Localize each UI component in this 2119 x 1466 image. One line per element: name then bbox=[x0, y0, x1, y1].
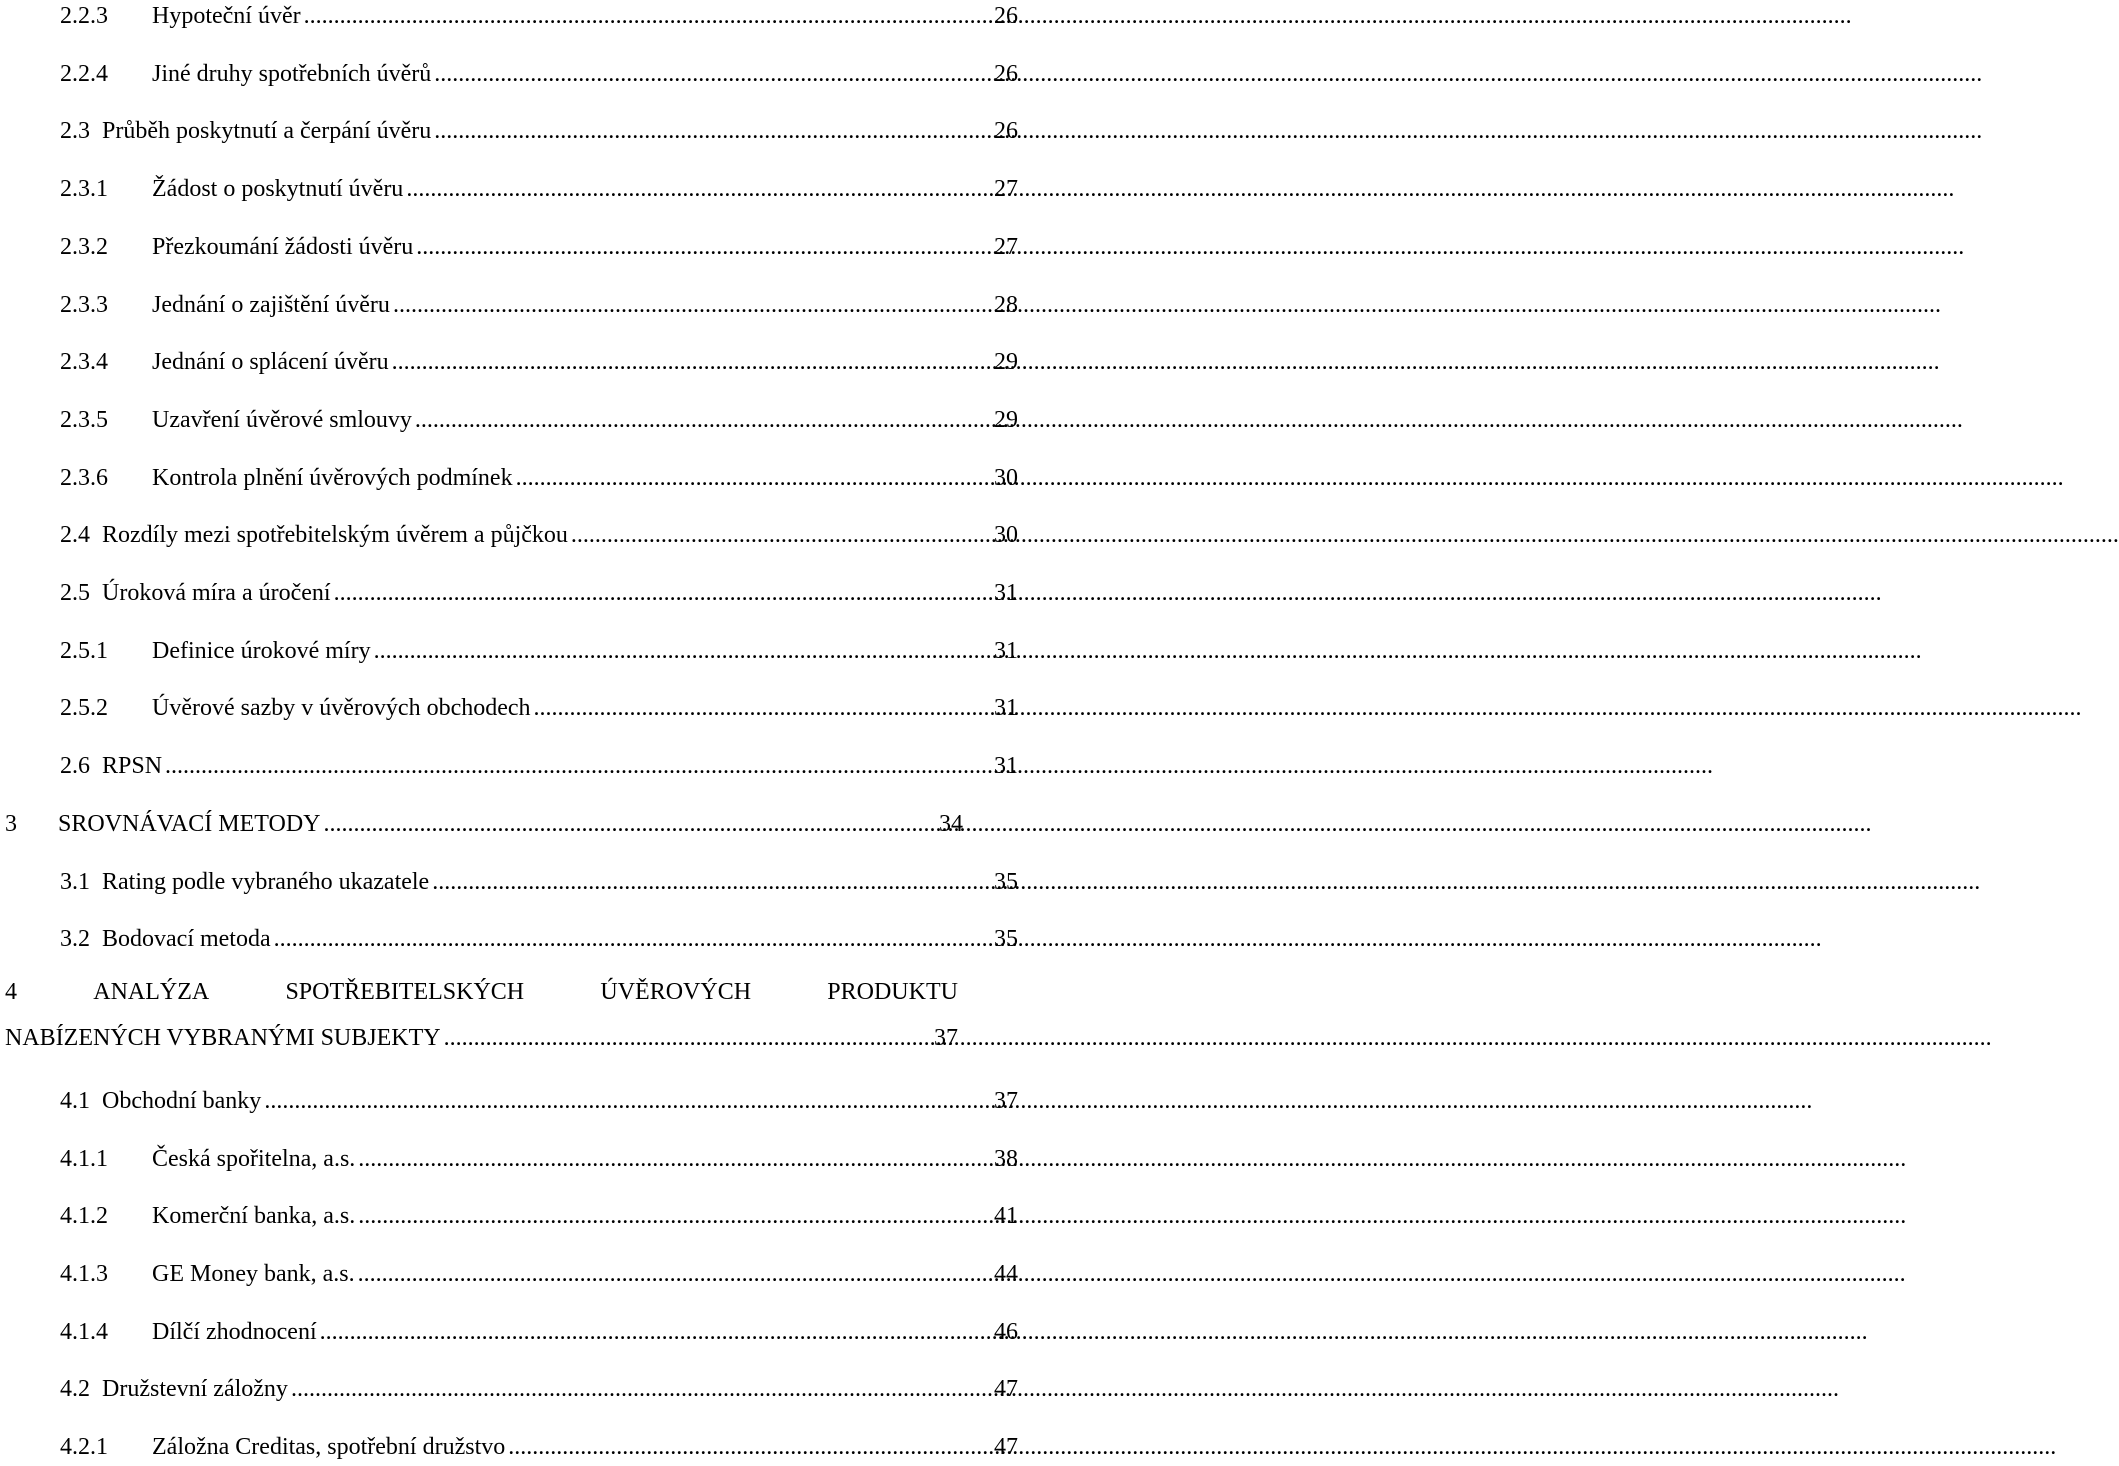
toc-dot-leader bbox=[274, 925, 987, 953]
toc-entry-number: 2.3.6 bbox=[60, 464, 108, 491]
toc-entry-page: 26 bbox=[994, 118, 1018, 145]
toc-entry-title: Hypoteční úvěr bbox=[152, 3, 301, 29]
toc-entry-4-line2 bbox=[5, 1006, 958, 1052]
toc-entry-title: Záložna Creditas, spotřební družstvo bbox=[152, 1434, 506, 1461]
toc-entry-title: Rating podle vybraného ukazatele bbox=[102, 868, 430, 895]
toc-entry-page: 30 bbox=[994, 522, 1018, 549]
toc-entry-page: 37 bbox=[934, 1024, 958, 1051]
toc-entry-title: Jednání o zajištění úvěru bbox=[152, 291, 390, 318]
toc-entry-number: 4.2.1 bbox=[60, 1434, 108, 1461]
toc-dot-leader bbox=[393, 291, 987, 319]
toc-dot-leader bbox=[374, 637, 987, 665]
toc-entry-title: Přezkoumání žádosti úvěru bbox=[152, 233, 414, 260]
toc-entry-page: 29 bbox=[994, 349, 1018, 376]
toc-entry[interactable] bbox=[0, 625, 1018, 665]
toc-entry-title-word: ANALÝZA bbox=[93, 978, 210, 1005]
toc-entry[interactable] bbox=[0, 1190, 1018, 1230]
toc-entry[interactable] bbox=[0, 1248, 1018, 1288]
toc-entry[interactable] bbox=[0, 105, 1018, 145]
toc-dot-leader bbox=[415, 406, 987, 434]
toc-entry-title: RPSN bbox=[102, 753, 163, 780]
toc-entry-page: 26 bbox=[994, 60, 1018, 87]
toc-dot-leader bbox=[571, 521, 987, 549]
toc-entry-number: 2.4 bbox=[60, 522, 90, 549]
toc-entry[interactable] bbox=[0, 163, 1018, 203]
toc-dot-leader bbox=[406, 175, 987, 203]
toc-dot-leader bbox=[434, 60, 987, 88]
toc-entry-number: 2.3.1 bbox=[60, 176, 108, 203]
toc-entry-page: 31 bbox=[994, 580, 1018, 606]
toc-dot-leader bbox=[432, 868, 987, 896]
toc-entry-number: 2.6 bbox=[60, 753, 90, 780]
toc-dot-leader bbox=[165, 752, 987, 780]
toc-dot-leader bbox=[304, 2, 987, 30]
toc-entry-page: 35 bbox=[994, 868, 1018, 895]
toc-entry-number: 3.1 bbox=[60, 868, 90, 895]
toc-dot-leader bbox=[323, 810, 932, 838]
toc-entry[interactable] bbox=[0, 279, 1018, 319]
toc-entry-title: NABÍZENÝCH VYBRANÝMI SUBJEKTY bbox=[5, 1024, 441, 1051]
toc-entry-page: 27 bbox=[994, 233, 1018, 260]
toc-entry[interactable] bbox=[0, 509, 1018, 549]
toc-dot-leader bbox=[358, 1202, 987, 1230]
toc-entry[interactable] bbox=[0, 1421, 1018, 1461]
toc-entry-title-word: SPOTŘEBITELSKÝCH bbox=[285, 978, 525, 1005]
toc-entry-page: 28 bbox=[994, 291, 1018, 318]
toc-entry-title: GE Money bank, a.s. bbox=[152, 1261, 355, 1287]
toc-entry-page: 38 bbox=[994, 1145, 1018, 1172]
toc-entry[interactable] bbox=[0, 394, 1018, 434]
toc-entry-4-line1 bbox=[5, 976, 958, 1006]
toc-entry[interactable] bbox=[0, 740, 1018, 780]
toc-entry-page: 47 bbox=[994, 1434, 1018, 1461]
toc-entry[interactable] bbox=[0, 1133, 1018, 1173]
toc-entry-title: Dílčí zhodnocení bbox=[152, 1318, 317, 1345]
toc-entry-page: 35 bbox=[994, 926, 1018, 953]
toc-entry[interactable] bbox=[0, 913, 1018, 953]
toc-entry-title: Rozdíly mezi spotřebitelským úvěrem a půjčkou bbox=[102, 522, 568, 549]
toc-entry-page: 46 bbox=[994, 1318, 1018, 1345]
toc-entry-number: 4.1.3 bbox=[60, 1261, 108, 1287]
toc-entry-number: 4 bbox=[5, 978, 17, 1005]
toc-entry-page: 44 bbox=[994, 1261, 1018, 1287]
toc-entry-number: 4.1 bbox=[60, 1087, 90, 1114]
toc-entry-title: Uzavření úvěrové smlouvy bbox=[152, 406, 412, 433]
toc-entry-page: 34 bbox=[939, 810, 963, 837]
toc-dot-leader bbox=[392, 348, 987, 376]
toc-entry-title-word: PRODUKTU bbox=[827, 978, 958, 1005]
toc-entry-number: 2.3.5 bbox=[60, 406, 108, 433]
toc-entry-page: 41 bbox=[994, 1203, 1018, 1230]
toc-entry[interactable] bbox=[0, 48, 1018, 88]
toc-entry[interactable] bbox=[0, 336, 1018, 376]
toc-entry-number: 2.2.3 bbox=[60, 3, 108, 29]
toc-entry-page: 26 bbox=[994, 3, 1018, 29]
toc-entry[interactable] bbox=[0, 221, 1018, 261]
toc-entry[interactable] bbox=[0, 452, 1018, 492]
toc-entry-number: 2.3.4 bbox=[60, 349, 108, 376]
toc-entry-number: 2.5.1 bbox=[60, 637, 108, 664]
toc-entry-title: Žádost o poskytnutí úvěru bbox=[152, 176, 404, 203]
toc-entry-title: Družstevní záložny bbox=[102, 1376, 288, 1403]
toc-entry-title: SROVNÁVACÍ METODY bbox=[58, 810, 321, 837]
toc-entry-title: Obchodní banky bbox=[102, 1087, 262, 1114]
toc-entry-page: 31 bbox=[994, 753, 1018, 780]
toc-entry-page: 31 bbox=[994, 637, 1018, 664]
toc-entry[interactable] bbox=[0, 0, 1018, 30]
toc-dot-leader bbox=[358, 1145, 987, 1173]
toc-entry[interactable] bbox=[0, 682, 1018, 722]
toc-entry[interactable] bbox=[0, 567, 1018, 607]
toc-entry-page: 47 bbox=[994, 1376, 1018, 1403]
toc-entry-number: 2.2.4 bbox=[60, 60, 108, 87]
toc-entry[interactable] bbox=[0, 1363, 1018, 1403]
toc-entry-number: 2.5 bbox=[60, 580, 90, 606]
toc-entry[interactable] bbox=[0, 1075, 1018, 1115]
toc-entry-number: 2.5.2 bbox=[60, 695, 108, 722]
toc-dot-leader bbox=[444, 1024, 927, 1052]
toc-entry-title: Komerční banka, a.s. bbox=[152, 1203, 356, 1230]
toc-dot-leader bbox=[291, 1375, 987, 1403]
toc-entry-page: 31 bbox=[994, 695, 1018, 722]
toc-entry-page: 30 bbox=[994, 464, 1018, 491]
toc-entry-title: Jednání o splácení úvěru bbox=[152, 349, 389, 376]
toc-dot-leader bbox=[516, 464, 987, 492]
toc-dot-leader bbox=[358, 1260, 987, 1288]
toc-dot-leader bbox=[264, 1087, 987, 1115]
toc-entry-number: 4.1.4 bbox=[60, 1318, 108, 1345]
toc-entry-page: 27 bbox=[994, 176, 1018, 203]
toc-entry-title: Definice úrokové míry bbox=[152, 637, 371, 664]
toc-entry-page: 29 bbox=[994, 406, 1018, 433]
toc-entry-number: 2.3 bbox=[60, 118, 90, 145]
toc-entry[interactable] bbox=[0, 1306, 1018, 1346]
toc-entry-number: 4.2 bbox=[60, 1376, 90, 1403]
toc-entry-number: 4.1.1 bbox=[60, 1145, 108, 1172]
toc-dot-leader bbox=[320, 1318, 987, 1346]
toc-dot-leader bbox=[534, 694, 987, 722]
toc-entry-title: Průběh poskytnutí a čerpání úvěru bbox=[102, 118, 432, 145]
toc-entry-number: 3 bbox=[5, 810, 17, 837]
toc-entry[interactable] bbox=[0, 798, 963, 838]
toc-entry-title: Jiné druhy spotřebních úvěrů bbox=[152, 60, 432, 87]
toc-entry-number: 2.3.2 bbox=[60, 233, 108, 260]
toc-entry-number: 4.1.2 bbox=[60, 1203, 108, 1230]
toc-entry-number: 3.2 bbox=[60, 926, 90, 953]
toc-dot-leader bbox=[508, 1433, 987, 1461]
toc-entry-title: Česká spořitelna, a.s. bbox=[152, 1145, 356, 1172]
toc-entry-title: Kontrola plnění úvěrových podmínek bbox=[152, 464, 513, 491]
toc-entry[interactable] bbox=[0, 856, 1018, 896]
table-of-contents bbox=[0, 0, 1018, 1466]
toc-entry-4 bbox=[5, 976, 958, 1052]
toc-entry-title: Úroková míra a úročení bbox=[102, 580, 331, 606]
toc-dot-leader bbox=[416, 233, 987, 261]
toc-dot-leader bbox=[334, 579, 987, 607]
toc-dot-leader bbox=[434, 117, 987, 145]
toc-entry-title-word: ÚVĚROVÝCH bbox=[600, 978, 752, 1005]
toc-entry-page: 37 bbox=[994, 1087, 1018, 1114]
toc-entry-title: Bodovací metoda bbox=[102, 926, 271, 953]
toc-entry-number: 2.3.3 bbox=[60, 291, 108, 318]
toc-entry-title: Úvěrové sazby v úvěrových obchodech bbox=[152, 695, 531, 722]
